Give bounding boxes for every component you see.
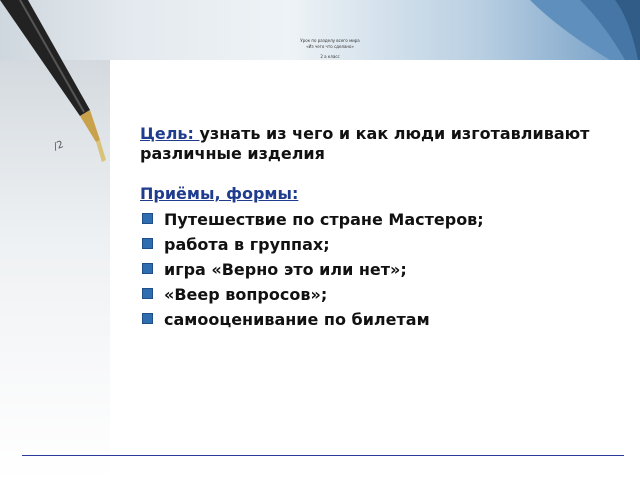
list-item [140, 310, 610, 330]
list-item [140, 260, 610, 280]
svg-text:/2: /2 [52, 139, 66, 153]
methods-list [140, 210, 610, 330]
goal-label: Цель: [140, 124, 200, 143]
bullet-icon [142, 213, 153, 224]
title-line-3: 2 а класс [320, 54, 340, 59]
main-content [140, 124, 610, 335]
bullet-icon [142, 238, 153, 249]
list-item [140, 210, 610, 230]
fountain-pen-image [0, 0, 140, 170]
list-item [140, 235, 610, 255]
slide-small-title [230, 38, 430, 60]
methods-heading: Приёмы, формы: [140, 184, 299, 203]
bullet-icon [142, 288, 153, 299]
list-item-text: игра «Верно это или нет»; [164, 260, 407, 279]
list-item-text: Путешествие по стране Мастеров; [164, 210, 484, 229]
bottom-divider [22, 455, 624, 456]
bullet-icon [142, 313, 153, 324]
goal-text: узнать из чего и как люди изготавливают различные изделия [140, 124, 590, 163]
title-line-2: «Из чего что сделано» [306, 44, 354, 49]
list-item-text: работа в группах; [164, 235, 330, 254]
decorative-tabs [520, 0, 640, 60]
list-item [140, 285, 610, 305]
bullet-icon [142, 263, 153, 274]
list-item-text: самооценивание по билетам [164, 310, 430, 329]
list-item-text: «Веер вопросов»; [164, 285, 328, 304]
title-line-1: Урок по разделу всего мира [300, 38, 360, 43]
goal-paragraph [140, 124, 610, 164]
